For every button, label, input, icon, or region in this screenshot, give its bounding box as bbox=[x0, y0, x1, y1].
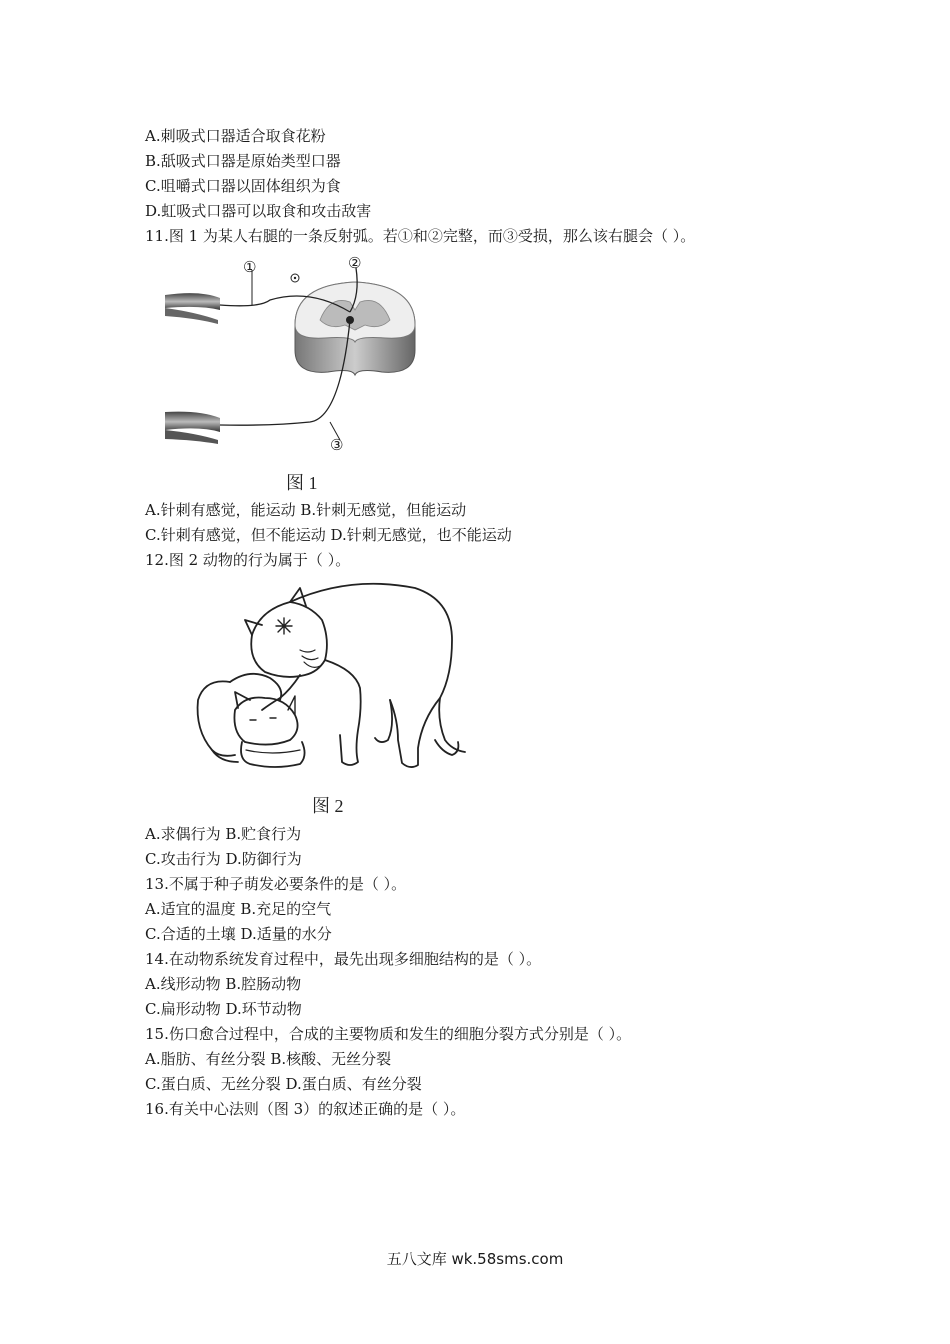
q13-options-ab: A.适宜的温度 B.充足的空气 bbox=[145, 900, 332, 918]
label-3: ③ bbox=[330, 436, 344, 454]
reflex-arc-figure bbox=[160, 250, 450, 455]
q13-options-cd: C.合适的土壤 D.适量的水分 bbox=[145, 925, 332, 943]
q14-options-cd: C.扁形动物 D.环节动物 bbox=[145, 1000, 302, 1018]
q14-stem: 14.在动物系统发育过程中，最先出现多细胞结构的是（ ）。 bbox=[145, 950, 542, 968]
q12-options-cd: C.攻击行为 D.防御行为 bbox=[145, 850, 302, 868]
food-bowl bbox=[241, 742, 305, 767]
q15-stem: 15.伤口愈合过程中，合成的主要物质和发生的细胞分裂方式分别是（ ）。 bbox=[145, 1025, 632, 1043]
q13-stem: 13.不属于种子萌发必要条件的是（ ）。 bbox=[145, 875, 407, 893]
q11-options-cd: C.针刺有感觉，但不能运动 D.针刺无感觉，也不能运动 bbox=[145, 526, 512, 544]
q15-options-cd: C.蛋白质、无丝分裂 D.蛋白质、有丝分裂 bbox=[145, 1075, 422, 1093]
q11-options-ab: A.针刺有感觉，能运动 B.针刺无感觉，但能运动 bbox=[145, 501, 467, 519]
q16-stem: 16.有关中心法则（图 3）的叙述正确的是（ ）。 bbox=[145, 1100, 466, 1118]
q10-option-a: A.刺吸式口器适合取食花粉 bbox=[145, 127, 326, 145]
q12-options-ab: A.求偶行为 B.贮食行为 bbox=[145, 825, 302, 843]
cats-figure bbox=[190, 580, 470, 775]
q11-stem: 11.图 1 为某人右腿的一条反射弧。若①和②完整，而③受损，那么该右腿会（ ）。 bbox=[145, 227, 696, 245]
q14-options-ab: A.线形动物 B.腔肠动物 bbox=[145, 975, 302, 993]
figure-2-caption: 图 2 bbox=[312, 796, 344, 816]
page-footer: 五八文库 wk.58sms.com bbox=[386, 1250, 564, 1268]
label-2: ② bbox=[348, 254, 362, 272]
q10-option-b: B.舐吸式口器是原始类型口器 bbox=[145, 152, 341, 170]
figure-1-caption: 图 1 bbox=[286, 473, 318, 493]
anger-mark-icon bbox=[276, 618, 292, 634]
q10-option-c: C.咀嚼式口器以固体组织为食 bbox=[145, 177, 341, 195]
q15-options-ab: A.脂肪、有丝分裂 B.核酸、无丝分裂 bbox=[145, 1050, 392, 1068]
skin-receptor-shape bbox=[165, 293, 220, 310]
label-1: ① bbox=[243, 258, 257, 276]
effector-muscle-shape bbox=[165, 412, 220, 432]
crouching-cat-head bbox=[234, 698, 297, 745]
q12-stem: 12.图 2 动物的行为属于（ ）。 bbox=[145, 551, 351, 569]
crouching-cat-body bbox=[198, 681, 235, 755]
q10-option-d: D.虹吸式口器可以取食和攻击敌害 bbox=[145, 202, 372, 220]
standing-cat-head bbox=[251, 602, 327, 677]
standing-cat-back bbox=[290, 584, 465, 752]
